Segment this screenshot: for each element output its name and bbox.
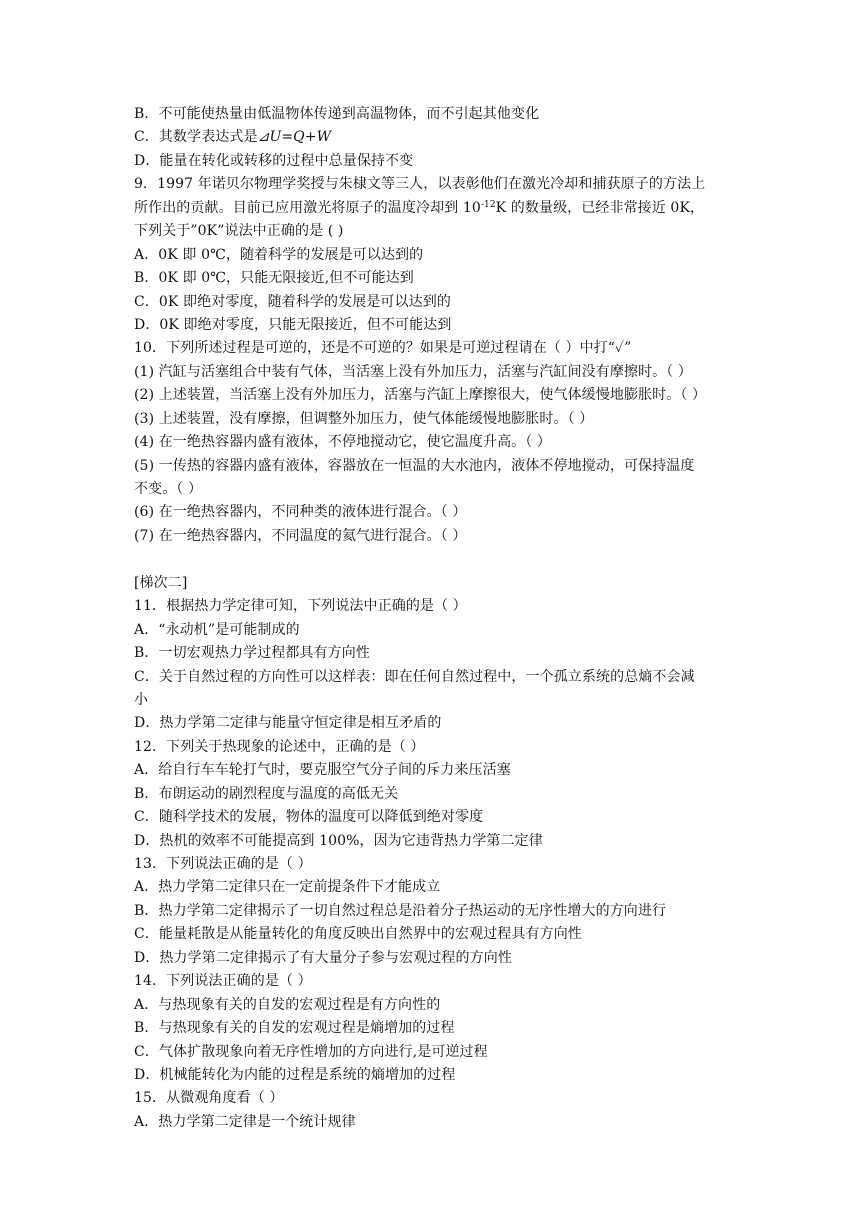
q13-stem: 13．下列说法正确的是（ ） bbox=[134, 856, 312, 872]
q9-exponent: -12 bbox=[480, 199, 496, 210]
q11-option-c: C．关于自然过程的方向性可以这样表：即在任何自然过程中，一个孤立系统的总熵不会减 bbox=[134, 668, 695, 685]
q9-stem-line2 bbox=[134, 197, 734, 220]
q14-stem: 14．下列说法正确的是（ ） bbox=[134, 973, 312, 990]
q9-stem-line3: 下列关于”0K”说法中正确的是 ( ) bbox=[134, 223, 344, 240]
q15-option-a: A．热力学第二定律是一个统计规律 bbox=[134, 1113, 356, 1130]
q15-stem: 15．从微观角度看（ ） bbox=[134, 1090, 284, 1107]
q10-item-2: (2) 上述装置，当活塞上没有外加压力，活塞与汽缸上摩擦很大，使气体缓慢地膨胀时。（ ） bbox=[134, 387, 707, 404]
q12-stem: 12．下列关于热现象的论述中，正确的是（ ） bbox=[134, 738, 425, 755]
q14-option-a: A．与热现象有关的自发的宏观过程是有方向性的 bbox=[134, 996, 441, 1013]
q12-option-c: C．随科学技术的发展，物体的温度可以降低到绝对零度 bbox=[134, 809, 484, 826]
q11-option-b: B．一切宏观热力学过程都具有方向性 bbox=[134, 645, 370, 662]
q10-item-5-cont: 不变。（ ） bbox=[134, 481, 203, 497]
q14-option-d: D．机械能转化为内能的过程是系统的熵增加的过程 bbox=[134, 1066, 456, 1083]
q13-option-d: D．热力学第二定律揭示了有大量分子参与宏观过程的方向性 bbox=[134, 949, 512, 966]
question-list bbox=[134, 103, 734, 1134]
q8-formula: ⊿U=Q+W bbox=[257, 129, 332, 146]
q9-option-b: B．0K 即 0℃，只能无限接近,但不可能达到 bbox=[134, 270, 414, 287]
q8-option-d: D．能量在转化或转移的过程中总量保持不变 bbox=[134, 152, 414, 169]
q10-item-6: (6) 在一绝热容器内，不同种类的液体进行混合。（ ） bbox=[134, 504, 467, 521]
q14-option-c: C．气体扩散现象向着无序性增加的方向进行,是可逆过程 bbox=[134, 1043, 488, 1060]
q11-option-d: D．热力学第二定律与能量守恒定律是相互矛盾的 bbox=[134, 715, 442, 732]
q10-item-4: (4) 在一绝热容器内盛有液体，不停地搅动它，使它温度升高。（ ） bbox=[134, 434, 552, 451]
q13-option-a: A．热力学第二定律只在一定前提条件下才能成立 bbox=[134, 879, 441, 896]
q12-option-a: A．给自行车车轮打气时，要克服空气分子间的斥力来压活塞 bbox=[134, 762, 511, 779]
q11-option-a: A．“永动机”是可能制成的 bbox=[134, 621, 300, 638]
q10-item-5: (5) 一传热的容器内盛有液体，容器放在一恒温的大水池内，液体不停地搅动，可保持温度 bbox=[134, 457, 695, 474]
q10-item-1: (1) 汽缸与活塞组合中装有气体，当活塞上没有外加压力，活塞与汽缸间没有摩擦时。（ ） bbox=[134, 363, 693, 380]
q10-item-7: (7) 在一绝热容器内，不同温度的氦气进行混合。（ ） bbox=[134, 527, 467, 544]
q10-stem: 10．下列所述过程是可逆的，还是不可逆的？如果是可逆过程请在（ ）中打“✓” bbox=[134, 340, 632, 357]
q12-option-b: B．布朗运动的剧烈程度与温度的高低无关 bbox=[134, 785, 399, 802]
q11-stem: 11．根据热力学定律可知，下列说法中正确的是（ ） bbox=[134, 598, 467, 615]
q14-option-b: B．与热现象有关的自发的宏观过程是熵增加的过程 bbox=[134, 1020, 455, 1037]
q9-stem-line2-post: K 的数量级，已经非常接近 0K， bbox=[495, 199, 705, 216]
q13-option-c: C．能量耗散是从能量转化的角度反映出自然界中的宏观过程具有方向性 bbox=[134, 926, 582, 943]
q9-stem-line2-pre: 所作出的贡献。目前已应用激光将原子的温度冷却到 10 bbox=[134, 199, 481, 216]
tier2-heading: [梯次二] bbox=[134, 574, 188, 591]
section-spacer bbox=[134, 548, 734, 571]
q8-option-b: B．不可能使热量由低温物体传递到高温物体，而不引起其他变化 bbox=[134, 106, 540, 122]
q12-option-d: D．热机的效率不可能提高到 100%，因为它违背热力学第二定律 bbox=[134, 832, 543, 849]
q11-option-c-cont: 小 bbox=[134, 691, 149, 708]
q9-option-c: C．0K 即绝对零度，随着科学的发展是可以达到的 bbox=[134, 293, 451, 310]
q9-option-d: D．0K 即绝对零度，只能无限接近，但不可能达到 bbox=[134, 316, 452, 333]
q8-option-c-text: C．其数学表达式是 bbox=[134, 129, 258, 146]
q13-option-b: B．热力学第二定律揭示了一切自然过程总是沿着分子热运动的无序性增大的方向进行 bbox=[134, 902, 667, 919]
q9-stem-line1: 9．1997 年诺贝尔物理学奖授与朱棣文等三人，以表彰他们在激光冷却和捕获原子的方法上 bbox=[134, 176, 706, 193]
q10-item-3: (3) 上述装置，没有摩擦，但调整外加压力，使气体能缓慢地膨胀时。（ ） bbox=[134, 410, 594, 427]
q9-option-a: A．0K 即 0℃，随着科学的发展是可以达到的 bbox=[134, 246, 424, 263]
q8-option-c bbox=[134, 126, 734, 149]
